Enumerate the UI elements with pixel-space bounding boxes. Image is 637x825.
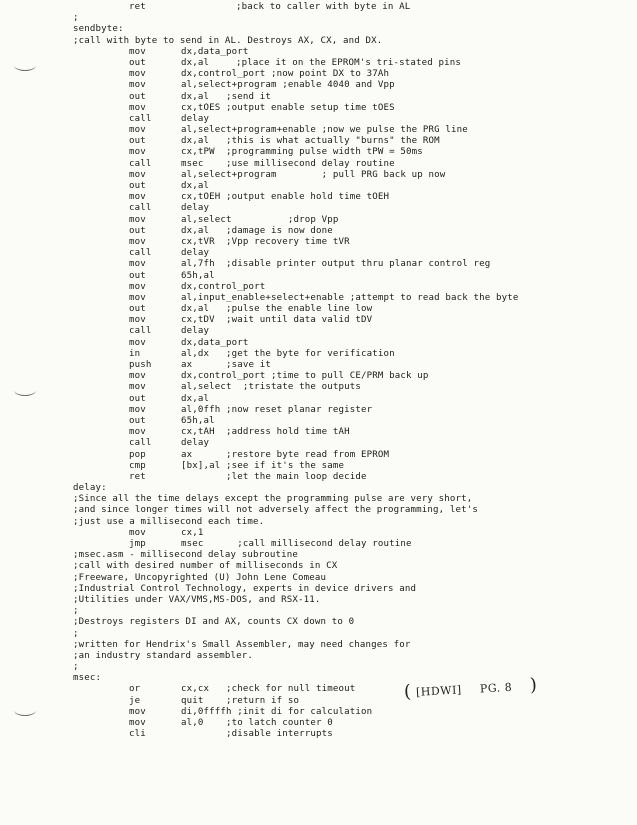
code-line [0, 203, 637, 214]
operands: 65h,al [181, 415, 215, 426]
operands: cx,cx ;check for null timeout [181, 684, 356, 695]
opcode: mov [129, 80, 146, 91]
operands: dx,al ;damage is now done [181, 225, 333, 236]
code-label: sendbyte: [73, 24, 124, 35]
opcode: call [129, 158, 152, 169]
opcode: mov [129, 718, 146, 728]
opcode: mov [129, 382, 146, 393]
operands: dx,al ;send it [181, 91, 271, 102]
operands: cx,1 [181, 527, 204, 538]
operands: delay [181, 438, 210, 449]
code-line [0, 181, 637, 192]
operands: dx,control_port [181, 281, 266, 292]
operands: quit ;return if so [181, 695, 300, 706]
comment-line: ;written for Hendrix's Small Assembler, may need changes for [73, 639, 411, 650]
code-line [0, 237, 637, 248]
code-line [0, 125, 637, 136]
code-line [0, 259, 637, 270]
operands: al,select ;tristate the outputs [181, 382, 361, 393]
operands: cx,tAH ;address hold time tAH [181, 427, 350, 438]
comment-line: ; [73, 628, 79, 639]
opcode: mov [129, 427, 146, 438]
code-line [0, 304, 637, 315]
code-line [0, 696, 637, 707]
code-label: msec: [73, 673, 102, 684]
comment-line: ; [73, 606, 79, 617]
comment: ;back to caller with byte in AL [236, 2, 411, 12]
opcode: call [129, 113, 152, 124]
code-line [0, 494, 637, 505]
code-line [0, 651, 637, 662]
opcode: mov [129, 192, 146, 203]
code-line [0, 483, 637, 494]
opcode: mov [129, 292, 146, 303]
operands: delay [181, 326, 210, 337]
code-line [0, 517, 637, 528]
operands: msec ;use millisecond delay routine [181, 158, 395, 169]
code-line [0, 707, 637, 718]
code-line [0, 271, 637, 282]
opcode: out [129, 91, 146, 102]
code-line [0, 640, 637, 651]
code-line [0, 394, 637, 405]
opcode: mov [129, 169, 146, 180]
code-line [0, 315, 637, 326]
opcode: call [129, 248, 152, 259]
code-line [0, 215, 637, 226]
operands: dx,control_port ;now point DX to 37Ah [181, 69, 390, 80]
opcode: out [129, 57, 146, 68]
comment-line: ;an industry standard assembler. [73, 650, 253, 661]
opcode: mov [129, 236, 146, 247]
code-line [0, 192, 637, 203]
code-line [0, 69, 637, 80]
opcode: mov [129, 147, 146, 158]
code-line [0, 472, 637, 483]
opcode: mov [129, 527, 146, 538]
code-line [0, 416, 637, 427]
operands: al,0ffh ;now reset planar register [181, 404, 373, 415]
code-line [0, 360, 637, 371]
code-line [0, 461, 637, 472]
code-line [0, 248, 637, 259]
operands: al,select+program+enable ;now we pulse the PRG line [181, 125, 468, 136]
code-line [0, 584, 637, 595]
operands: al,7fh ;disable printer output thru planar control reg [181, 259, 491, 270]
code-line [0, 226, 637, 237]
operands: dx,al [181, 393, 210, 404]
code-line [0, 617, 637, 628]
code-line [0, 24, 637, 35]
code-line [0, 36, 637, 47]
comment-line: ;just use a millisecond each time. [73, 516, 265, 527]
code-line [0, 673, 637, 684]
operands: al,input_enable+select+enable ;attempt to read back the byte [181, 292, 519, 303]
opcode: mov [129, 214, 146, 225]
note-label: [HDWI] [415, 683, 462, 699]
opcode: out [129, 393, 146, 404]
opcode: mov [129, 337, 146, 348]
comment-line: ;Since all the time delays except the programming pulse are very short, [73, 494, 473, 505]
operands: cx,tVR ;Vpp recovery time tVR [181, 236, 350, 247]
opcode: je [129, 695, 141, 706]
opcode: ret [129, 2, 146, 12]
operands: ax ;save it [181, 360, 271, 370]
operands: ;let the main loop decide [181, 471, 367, 482]
operands: ax ;restore byte read from EPROM [181, 449, 390, 460]
code-line [0, 561, 637, 572]
operands: [bx],al ;see if it's the same [181, 460, 345, 471]
opcode: out [129, 225, 146, 236]
code-line [0, 450, 637, 461]
code-line [0, 371, 637, 382]
code-line [0, 326, 637, 337]
opcode: out [129, 270, 146, 281]
opcode: ret [129, 471, 146, 482]
operands: al,dx ;get the byte for verification [181, 348, 395, 359]
operands: di,0ffffh ;init di for calculation [181, 706, 373, 717]
code-line [0, 2, 637, 13]
operands: cx,tOES ;output enable setup time tOES [181, 102, 395, 113]
comment: ;place it on the EPROM's tri-stated pins [236, 57, 461, 68]
opcode: call [129, 326, 152, 337]
comment-line: ;Destroys registers DI and AX, counts CX down to 0 [73, 617, 355, 628]
operands: cx,tPW ;programming pulse width tPW = 50ms [181, 147, 423, 158]
code-line [0, 684, 637, 695]
code-line [0, 382, 637, 393]
assembly-listing [0, 2, 637, 740]
code-line [0, 528, 637, 539]
note-paren-close: ) [529, 674, 538, 696]
code-line [0, 662, 637, 673]
comment-line: ; [73, 662, 79, 673]
opcode: mov [129, 259, 146, 270]
opcode: out [129, 181, 146, 191]
code-line [0, 349, 637, 360]
comment-line: ;and since longer times will not adversely affect the programming, let's [73, 505, 478, 516]
operands: delay [181, 248, 210, 259]
code-label: delay: [73, 483, 107, 494]
operands: dx,data_port [181, 46, 249, 57]
comment-line: ;msec.asm - millisecond delay subroutine [73, 550, 298, 561]
code-line [0, 92, 637, 103]
operands: al,0 ;to latch counter 0 [181, 718, 333, 728]
comment-line: ;call with desired number of milliseconds in CX [73, 561, 338, 572]
opcode: cmp [129, 460, 146, 471]
code-line [0, 427, 637, 438]
opcode: out [129, 136, 146, 147]
opcode: mov [129, 706, 146, 717]
code-line [0, 629, 637, 640]
operands: dx,al [181, 57, 210, 68]
operands: dx,control_port ;time to pull CE/PRM back up [181, 371, 429, 382]
operands: al,select+program ; pull PRG back up now [181, 169, 446, 180]
opcode: mov [129, 46, 146, 57]
note-paren-open: ( [403, 681, 413, 703]
opcode: cli [129, 729, 146, 740]
opcode: call [129, 438, 152, 449]
code-line [0, 293, 637, 304]
code-line [0, 80, 637, 91]
operands: dx,al ;this is what actually "burns" the ROM [181, 136, 440, 147]
code-line [0, 505, 637, 516]
operands: cx,tDV ;wait until data valid tDV [181, 315, 373, 326]
operands: delay [181, 203, 210, 214]
opcode: push [129, 360, 152, 370]
operands: cx,tOEH ;output enable hold time tOEH [181, 192, 390, 203]
operands: dx,data_port [181, 337, 249, 348]
code-line [0, 147, 637, 158]
opcode: in [129, 348, 141, 359]
operands: dx,al [181, 181, 210, 191]
code-line [0, 606, 637, 617]
code-line [0, 338, 637, 349]
code-line [0, 159, 637, 170]
comment-line: ;Freeware, Uncopyrighted (U) John Lene Comeau [73, 572, 327, 583]
code-line [0, 539, 637, 550]
opcode: mov [129, 281, 146, 292]
operands: delay [181, 113, 210, 124]
opcode: or [129, 684, 141, 695]
code-line [0, 550, 637, 561]
operands: dx,al ;pulse the enable line low [181, 304, 373, 315]
opcode: mov [129, 125, 146, 136]
code-line [0, 282, 637, 293]
note-page: PG. 8 [479, 680, 513, 696]
code-line [0, 58, 637, 69]
code-line [0, 170, 637, 181]
code-line [0, 595, 637, 606]
code-line [0, 103, 637, 114]
comment-line: ;call with byte to send in AL. Destroys AX, CX, and DX. [73, 35, 383, 46]
operands: al,select ;drop Vpp [181, 214, 339, 225]
code-line [0, 718, 637, 729]
opcode: mov [129, 315, 146, 326]
operands: msec ;call millisecond delay routine [181, 539, 412, 549]
operands: ;disable interrupts [181, 729, 333, 740]
code-line [0, 573, 637, 584]
opcode: mov [129, 102, 146, 113]
opcode: call [129, 203, 152, 214]
operands: 65h,al [181, 270, 215, 281]
comment-line: ; [73, 13, 79, 24]
opcode: pop [129, 449, 146, 460]
code-line [0, 114, 637, 125]
code-line [0, 729, 637, 740]
code-line [0, 438, 637, 449]
code-line [0, 405, 637, 416]
opcode: out [129, 304, 146, 315]
opcode: mov [129, 371, 146, 382]
code-line [0, 136, 637, 147]
opcode: out [129, 415, 146, 426]
comment-line: ;Industrial Control Technology, experts in device drivers and [73, 583, 417, 594]
comment-line: ;Utilities under VAX/VMS,MS-DOS, and RSX-11. [73, 594, 321, 605]
code-line [0, 47, 637, 58]
opcode: mov [129, 69, 146, 80]
operands: al,select+program ;enable 4040 and Vpp [181, 80, 395, 91]
code-line [0, 13, 637, 24]
opcode: mov [129, 404, 146, 415]
opcode: jmp [129, 539, 146, 549]
